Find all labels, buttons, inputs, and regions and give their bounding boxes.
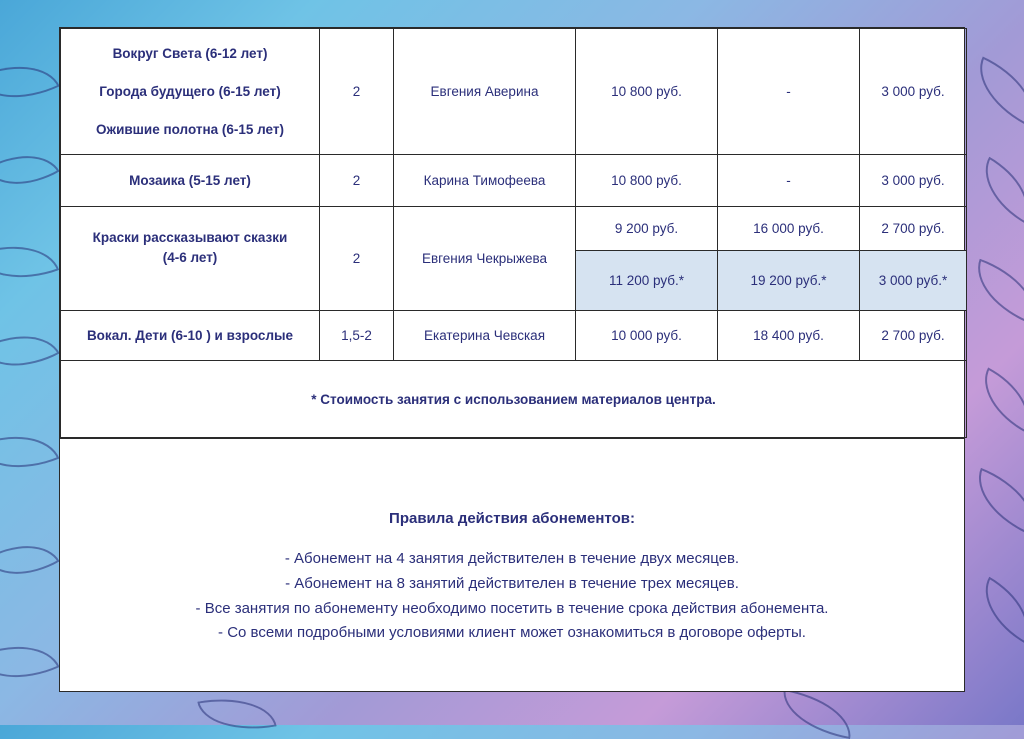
leaf-decoration <box>197 689 276 739</box>
leaf-decoration <box>969 157 1024 224</box>
course-cell <box>61 155 320 207</box>
leaf-decoration <box>0 527 60 594</box>
course-name: Краски рассказывают сказки <box>92 229 288 245</box>
price-8-cell: 18 400 руб. <box>718 311 860 361</box>
course-cell <box>61 311 320 361</box>
teacher-cell: Евгения Аверина <box>394 29 576 155</box>
leaf-decoration <box>0 627 60 697</box>
price-4-cell: 9 200 руб. <box>576 207 718 251</box>
table-row <box>61 155 967 207</box>
footnote: * Стоимость занятия с использованием материалов центра. <box>61 361 967 438</box>
price-sheet <box>59 27 965 692</box>
price-8-cell: 16 000 руб. <box>718 207 860 251</box>
price-single-materials-cell: 3 000 руб.* <box>860 251 967 311</box>
rule-item: - Со всеми подробными условиями клиент может ознакомиться в договоре оферты. <box>218 624 806 641</box>
price-8-cell: - <box>718 155 860 207</box>
leaf-decoration <box>965 259 1024 326</box>
leaf-decoration <box>0 229 59 296</box>
price-single-cell: 3 000 руб. <box>860 29 967 155</box>
leaf-decoration <box>969 577 1024 644</box>
price-8-materials-cell: 19 200 руб.* <box>718 251 860 311</box>
teacher-cell: Карина Тимофеева <box>394 155 576 207</box>
leaf-decoration <box>0 418 60 487</box>
course-name: Вокруг Света (6-12 лет) <box>112 45 268 61</box>
course-name: Города будущего (6-15 лет) <box>99 83 281 99</box>
hours-cell: 2 <box>320 29 394 155</box>
price-4-cell: 10 000 руб. <box>576 311 718 361</box>
leaf-decoration <box>0 137 60 204</box>
rule-item: - Абонемент на 8 занятий действителен в течение трех месяцев. <box>285 575 739 592</box>
leaf-decoration <box>964 468 1024 537</box>
table-row <box>61 311 967 361</box>
price-single-cell: 3 000 руб. <box>860 155 967 207</box>
rules-section <box>60 438 964 694</box>
price-single-cell: 2 700 руб. <box>860 207 967 251</box>
price-table <box>60 28 967 438</box>
rule-item: - Все занятия по абонементу необходимо посетить в течение срока действия абонемента. <box>195 600 829 617</box>
hours-cell: 2 <box>320 155 394 207</box>
course-name: Ожившие полотна (6-15 лет) <box>96 121 284 137</box>
table-row <box>61 29 967 155</box>
leaf-decoration <box>0 46 60 117</box>
course-name: Мозаика (5-15 лет) <box>129 172 251 188</box>
price-8-cell: - <box>718 29 860 155</box>
rule-item: - Абонемент на 4 занятия действителен в течение двух месяцев. <box>284 550 740 567</box>
leaf-decoration <box>964 56 1024 127</box>
price-4-cell: 10 800 руб. <box>576 29 718 155</box>
price-single-cell: 2 700 руб. <box>860 311 967 361</box>
leaf-decoration <box>969 367 1024 432</box>
course-cell <box>61 207 320 311</box>
leaf-decoration <box>777 689 856 739</box>
price-4-materials-cell: 11 200 руб.* <box>576 251 718 311</box>
table-row <box>61 207 967 251</box>
footnote-row <box>61 361 967 438</box>
teacher-cell: Евгения Чекрыжева <box>394 207 576 311</box>
rules-title: Правила действия абонементов: <box>389 510 635 527</box>
hours-cell: 1,5-2 <box>320 311 394 361</box>
price-4-cell: 10 800 руб. <box>576 155 718 207</box>
course-cell <box>61 29 320 155</box>
course-name: (4-6 лет) <box>162 249 218 265</box>
leaf-decoration <box>0 316 60 385</box>
course-name: Вокал. Дети (6-10 ) и взрослые <box>86 327 294 343</box>
hours-cell: 2 <box>320 207 394 311</box>
teacher-cell: Екатерина Чевская <box>394 311 576 361</box>
